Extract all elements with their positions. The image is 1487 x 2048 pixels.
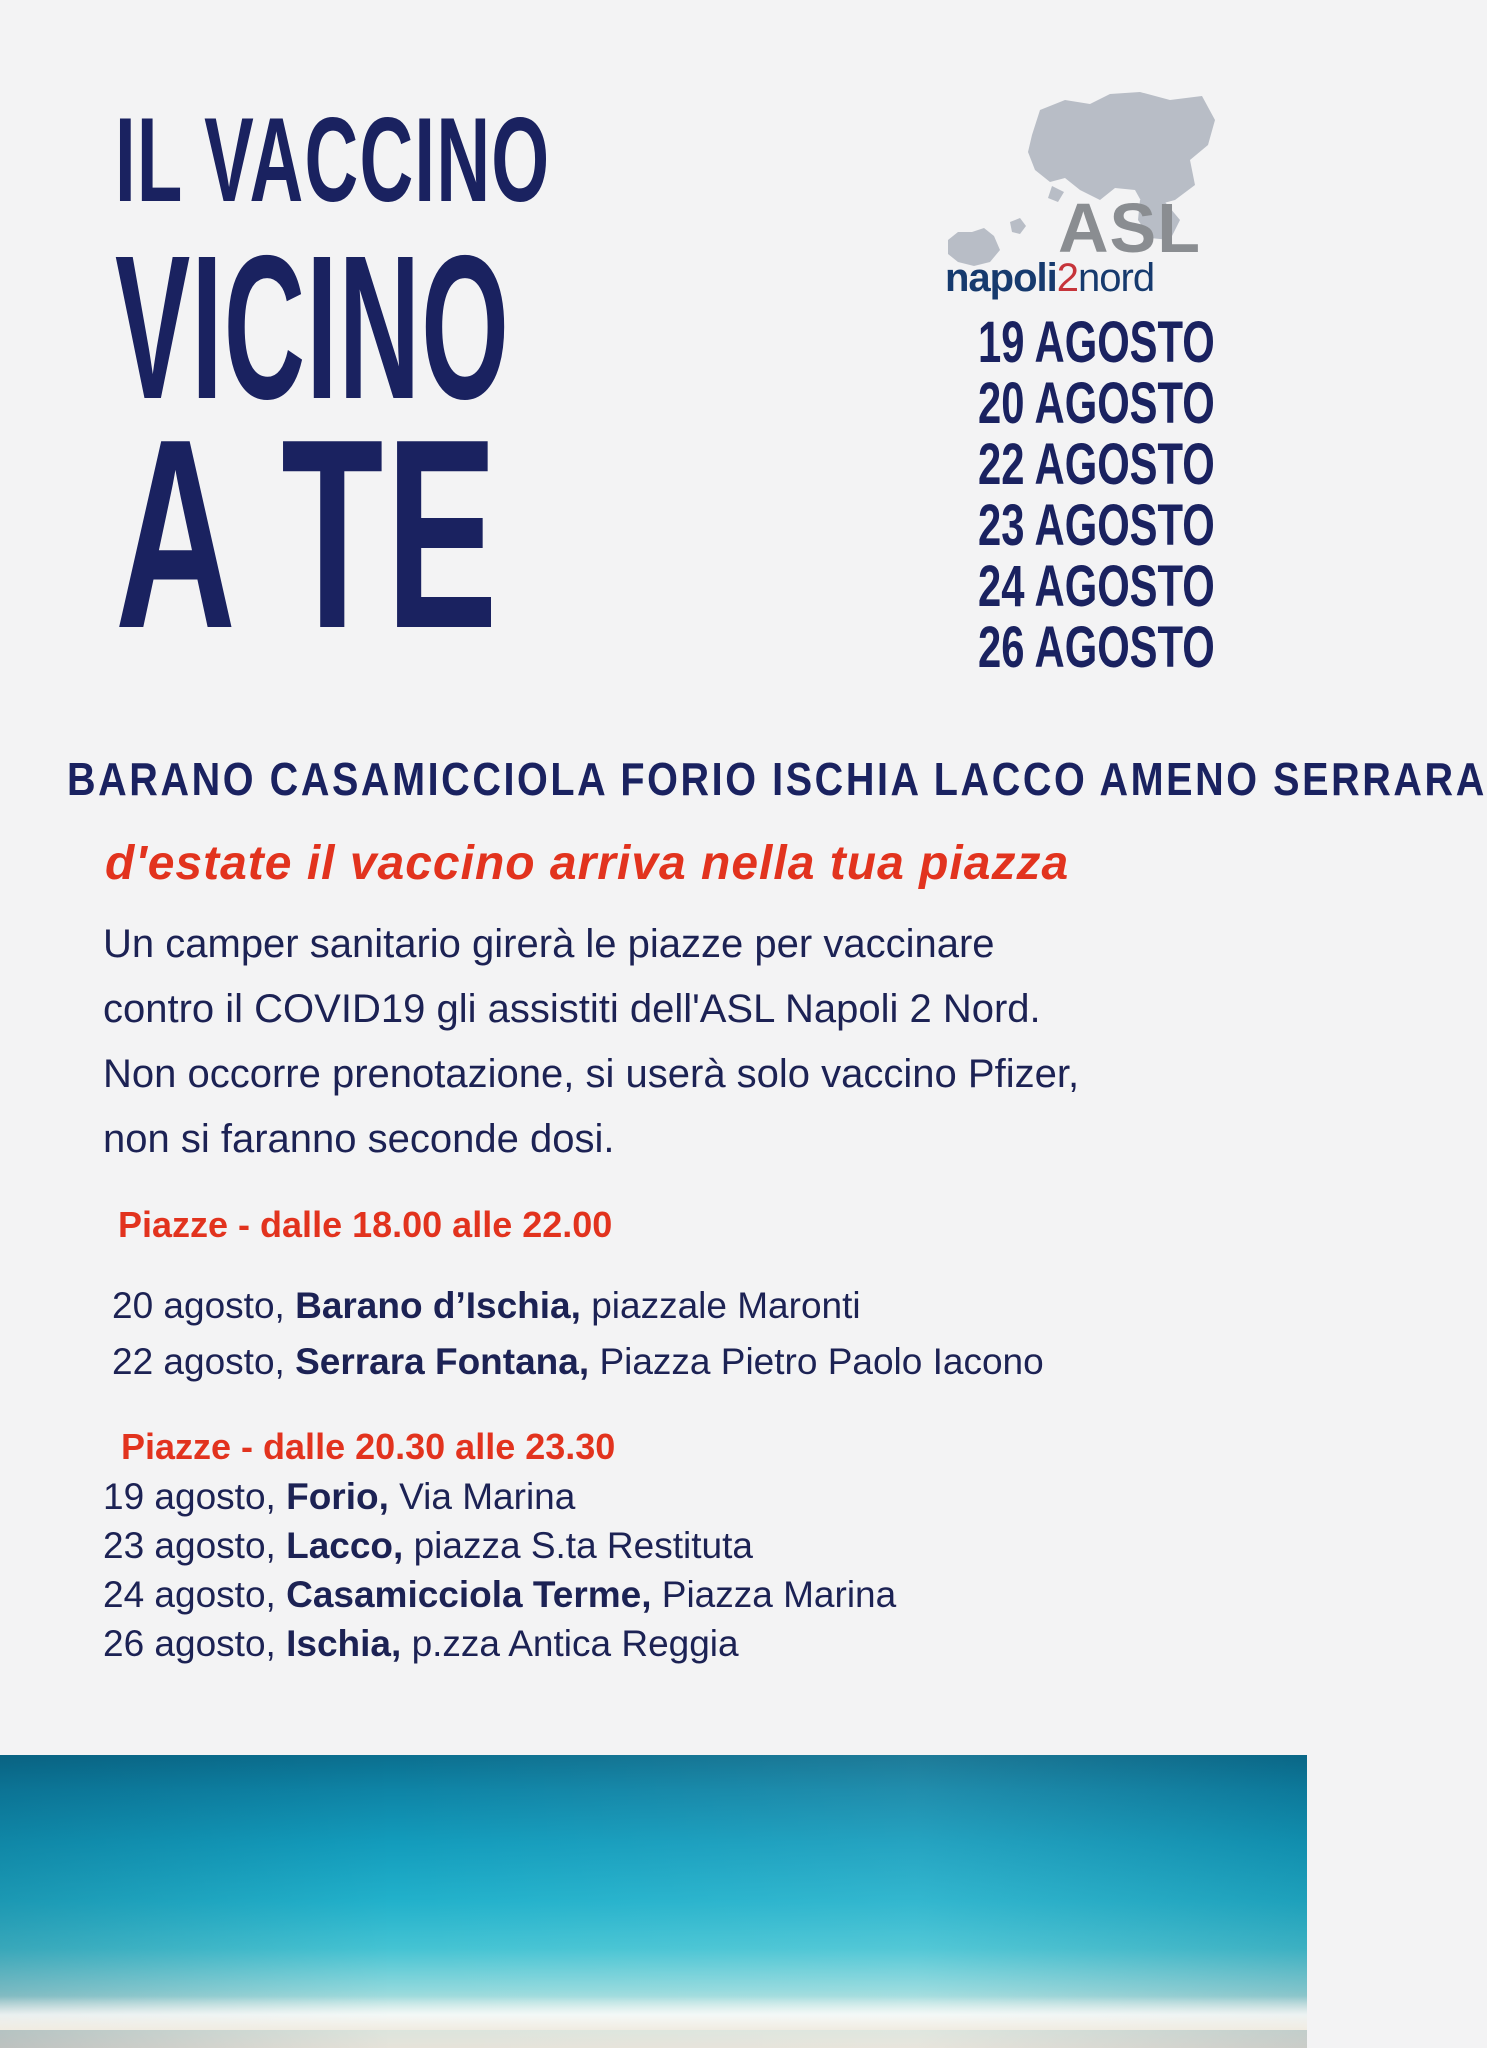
entry-spot: piazza S.ta Restituta	[413, 1525, 753, 1566]
entry-date: 22 agosto,	[112, 1341, 285, 1382]
list-item	[103, 1521, 896, 1570]
entry-spot: Via Marina	[399, 1476, 576, 1517]
logo-digit: 2	[1056, 256, 1079, 300]
sea-photo	[0, 1755, 1307, 2048]
date-item: 20 AGOSTO	[978, 371, 1215, 436]
list-item	[103, 1570, 896, 1619]
entry-place: Serrara Fontana,	[295, 1341, 590, 1382]
entry-place: Barano d’Ischia,	[295, 1285, 581, 1326]
logo-nord: nord	[1078, 256, 1155, 300]
shoreline-surf	[0, 1996, 1307, 2030]
entry-spot: Piazza Marina	[661, 1574, 897, 1615]
logo-asl-text: ASL	[1058, 189, 1201, 267]
entry-place: Lacco,	[286, 1525, 404, 1566]
logo-napoli: napoli	[945, 256, 1057, 300]
description-line: Un camper sanitario girerà le piazze per vaccinare	[103, 922, 995, 966]
list-item	[112, 1278, 1044, 1334]
entry-spot: piazzale Maronti	[591, 1285, 861, 1326]
date-item: 22 AGOSTO	[978, 432, 1215, 497]
description	[103, 912, 1303, 1172]
section1-heading: Piazze - dalle 18.00 alle 22.00	[118, 1204, 613, 1245]
section2-list	[103, 1472, 896, 1668]
entry-spot: Piazza Pietro Paolo Iacono	[599, 1341, 1044, 1382]
list-item	[103, 1619, 896, 1668]
list-item	[112, 1334, 1044, 1390]
headline-line-2: VICINO	[115, 213, 511, 442]
date-item: 23 AGOSTO	[978, 493, 1215, 558]
entry-date: 19 agosto,	[103, 1476, 276, 1517]
entry-date: 24 agosto,	[103, 1574, 276, 1615]
entry-spot: p.zza Antica Reggia	[411, 1623, 739, 1664]
towns-line: BARANO CASAMICCIOLA FORIO ISCHIA LACCO AMENO SERRARA	[67, 753, 1487, 805]
entry-date: 26 agosto,	[103, 1623, 276, 1664]
headline-line-1: IL VACCINO	[115, 93, 551, 227]
list-item	[103, 1472, 896, 1521]
section1-list	[112, 1278, 1044, 1390]
description-line: non si faranno seconde dosi.	[103, 1117, 615, 1161]
description-line: contro il COVID19 gli assistiti dell'ASL Napoli 2 Nord.	[103, 987, 1041, 1031]
logo-napoli2nord-text	[945, 256, 1154, 301]
description-line: Non occorre prenotazione, si userà solo vaccino Pfizer,	[103, 1052, 1080, 1096]
section2-heading: Piazze - dalle 20.30 alle 23.30	[121, 1426, 616, 1467]
dates-list	[886, 312, 1215, 678]
tagline: d'estate il vaccino arriva nella tua piazza	[105, 837, 1070, 890]
date-item: 24 AGOSTO	[978, 554, 1215, 619]
headline-line-3: A TE	[115, 384, 501, 685]
entry-date: 23 agosto,	[103, 1525, 276, 1566]
date-item: 26 AGOSTO	[978, 615, 1215, 680]
entry-place: Forio,	[286, 1476, 389, 1517]
entry-date: 20 agosto,	[112, 1285, 285, 1326]
entry-place: Ischia,	[286, 1623, 402, 1664]
entry-place: Casamicciola Terme,	[286, 1574, 652, 1615]
date-item: 19 AGOSTO	[978, 310, 1215, 375]
